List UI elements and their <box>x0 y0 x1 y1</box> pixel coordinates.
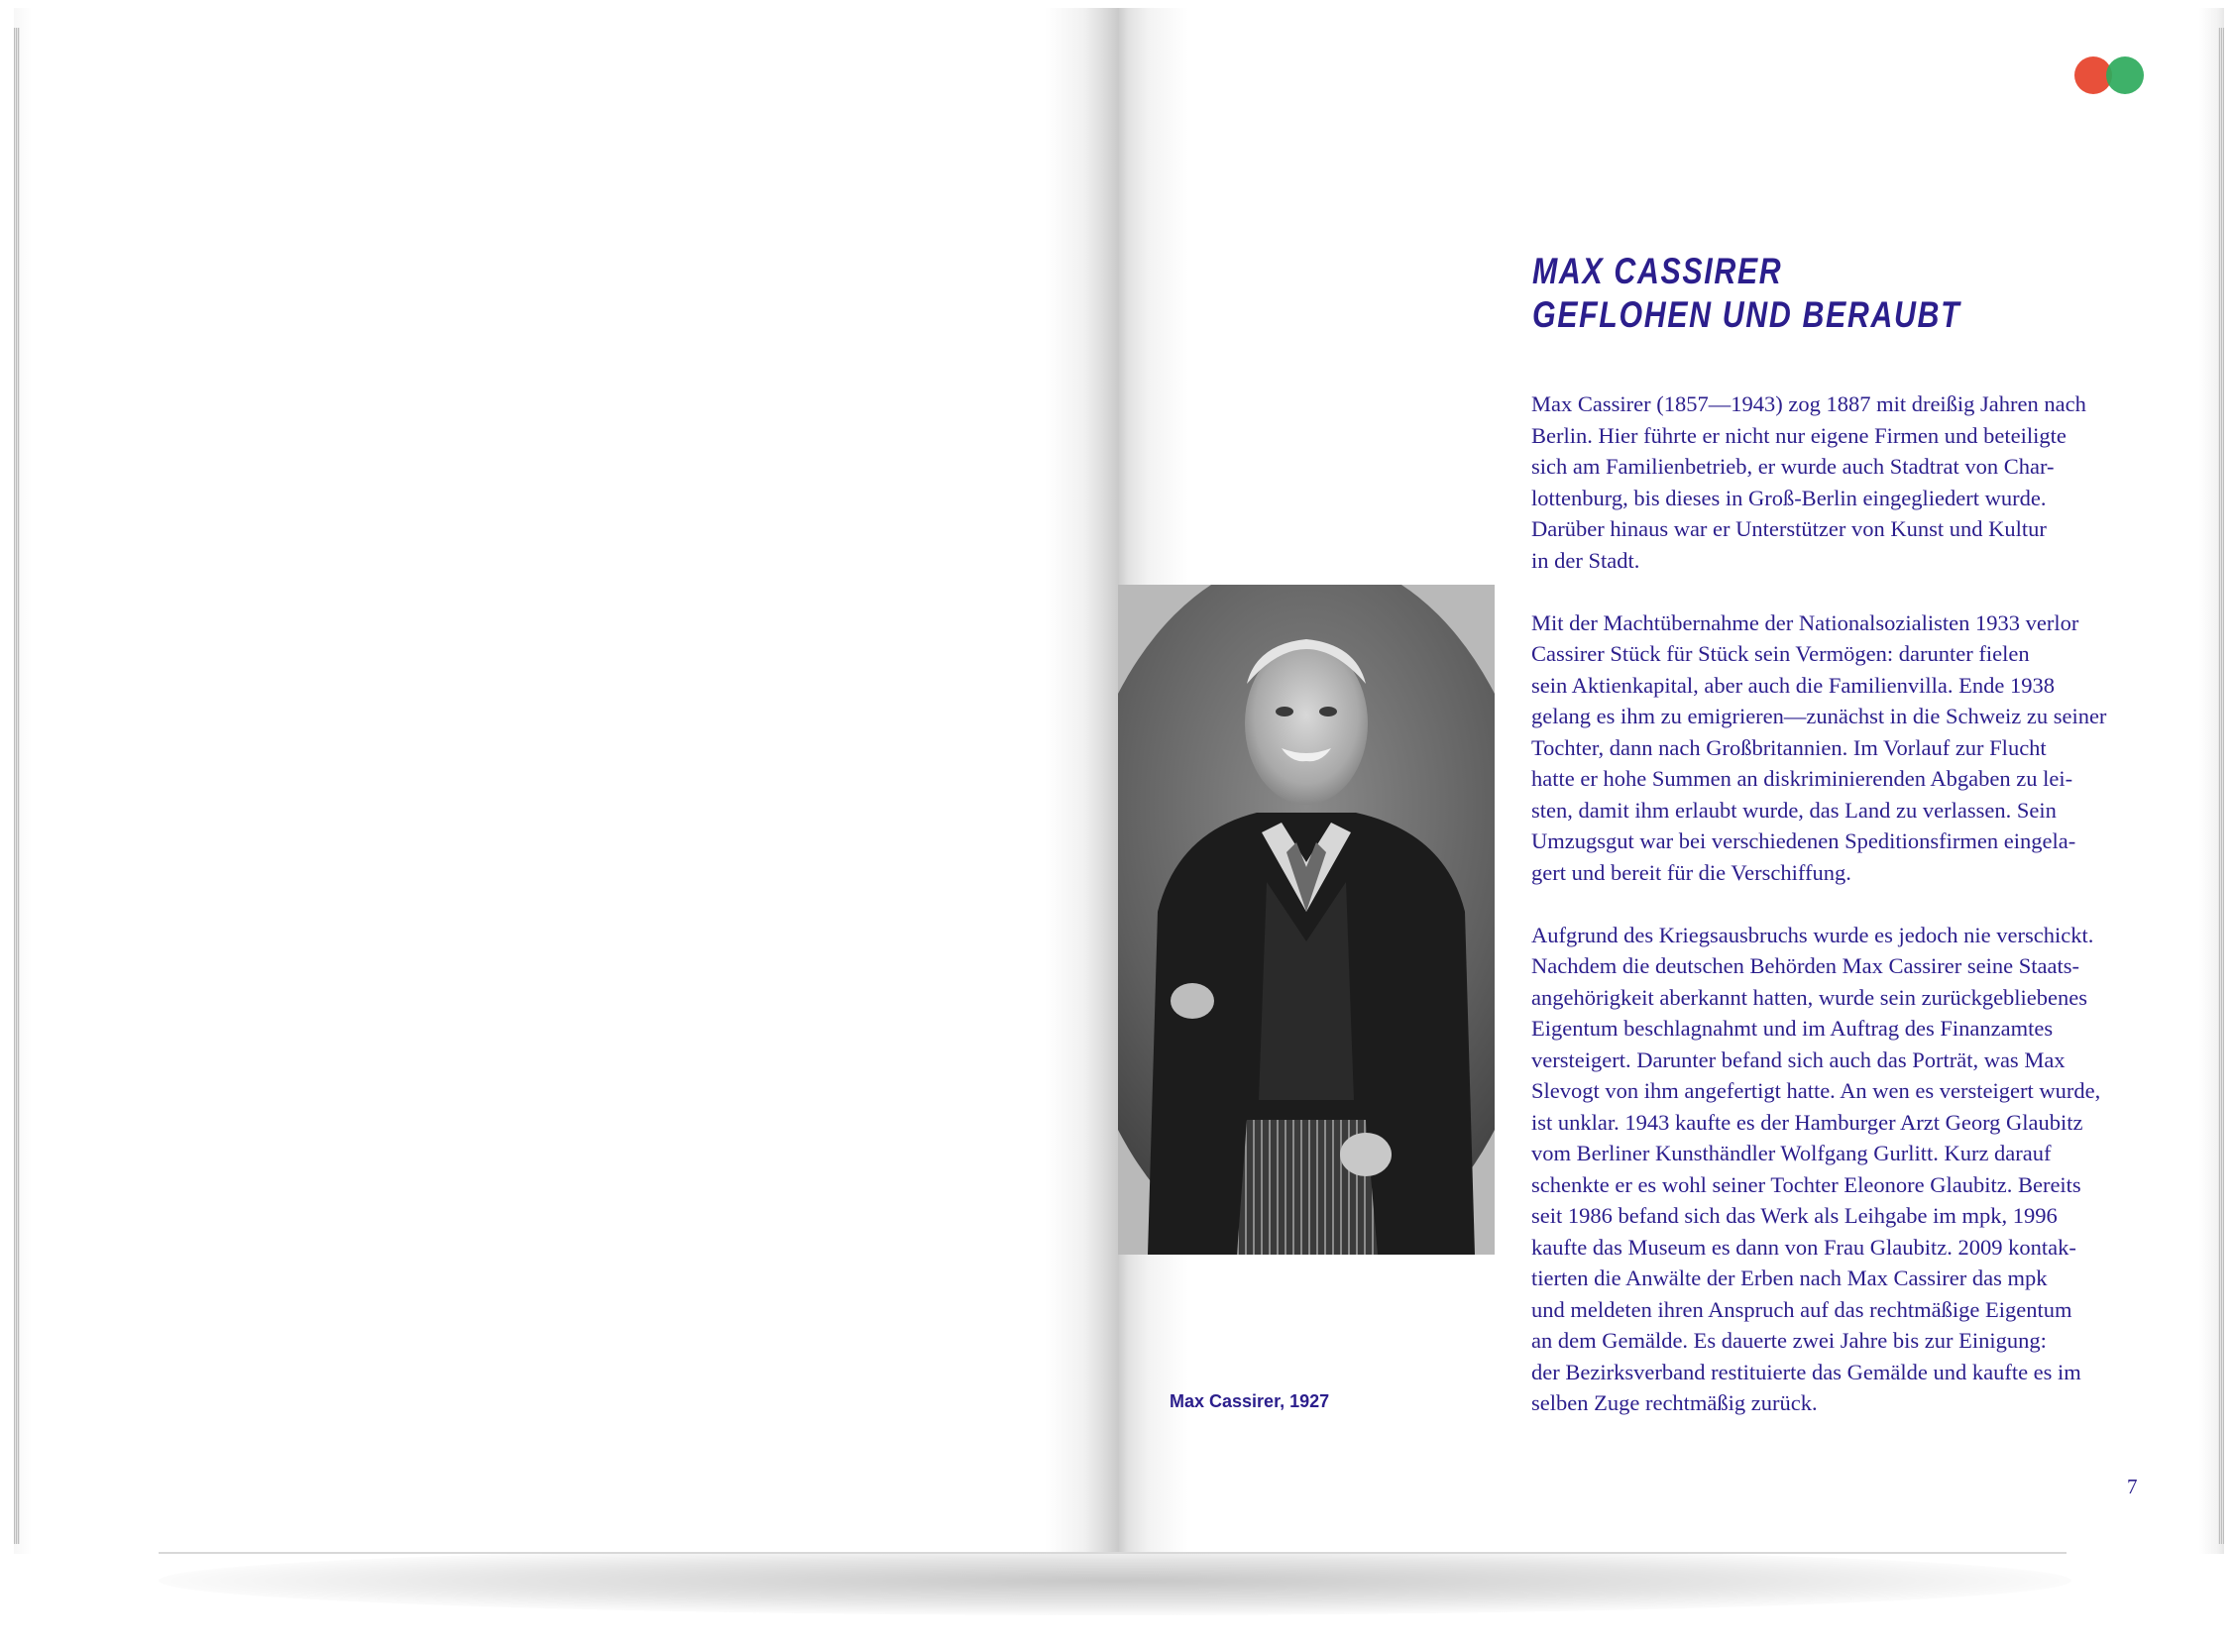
text-line: versteigert. Darunter befand sich auch das Porträt, was Max <box>1531 1046 2066 1072</box>
photo-caption: Max Cassirer, 1927 <box>1170 1391 1330 1411</box>
text-line: in der Stadt. <box>1531 547 1640 573</box>
book-shadow <box>159 1546 2071 1615</box>
text-line: kaufte das Museum es dann von Frau Glaubitz. 2009 kontak- <box>1531 1234 2076 1260</box>
text-line: sten, damit ihm erlaubt wurde, das Land zu verlassen. Sein <box>1531 797 2057 823</box>
text-line: vom Berliner Kunsthändler Wolfgang Gurlitt. Kurz darauf <box>1531 1141 2052 1165</box>
page-number: 7 <box>2127 1475 2138 1498</box>
right-page-edges <box>2218 28 2224 1544</box>
text-line: sein Aktienkapital, aber auch die Familienvilla. Ende 1938 <box>1531 672 2055 698</box>
title-line-2: GEFLOHEN UND BERAUBT <box>1532 294 1961 335</box>
text-line: hatte er hohe Summen an diskriminierenden Abgaben zu lei- <box>1531 766 2073 791</box>
text-line: ist unklar. 1943 kaufte es der Hamburger Arzt Georg Glaubitz <box>1531 1109 2083 1135</box>
book-bottom-edge <box>159 1552 2067 1554</box>
text-line: Cassirer Stück für Stück sein Vermögen: darunter fielen <box>1531 641 2030 666</box>
paragraph <box>1531 388 2166 576</box>
text-line: sich am Familienbetrieb, er wurde auch Stadtrat von Char- <box>1531 454 2055 479</box>
page-title <box>1532 250 1960 337</box>
text-line: Nachdem die deutschen Behörden Max Cassirer seine Staats- <box>1531 953 2079 978</box>
text-line: Darüber hinaus war er Unterstützer von Kunst und Kultur <box>1531 516 2047 541</box>
text-line: schenkte er es wohl seiner Tochter Eleonore Glaubitz. Bereits <box>1531 1171 2081 1197</box>
portrait-photo <box>1118 585 1495 1255</box>
text-line: Slevogt von ihm angefertigt hatte. An wen es versteigert wurde, <box>1531 1078 2101 1103</box>
text-line: Eigentum beschlagnahmt und im Auftrag des Finanzamtes <box>1531 1016 2054 1041</box>
green-dot-icon <box>2106 56 2144 94</box>
text-line: angehörigkeit aberkannt hatten, wurde sein zurückgebliebenes <box>1531 984 2088 1010</box>
two-overlapping-dots-logo <box>2074 56 2144 94</box>
text-line: gert und bereit für die Verschiffung. <box>1531 859 1851 885</box>
text-line: an dem Gemälde. Es dauerte zwei Jahre bis zur Einigung: <box>1531 1328 2047 1353</box>
text-line: tierten die Anwälte der Erben nach Max Cassirer das mpk <box>1531 1266 2048 1290</box>
text-line: gelang es ihm zu emigrieren—zunächst in die Schweiz zu seiner <box>1531 704 2107 728</box>
text-line: Max Cassirer (1857—1943) zog 1887 mit dreißig Jahren nach <box>1531 391 2086 416</box>
left-page <box>14 8 1119 1554</box>
title-line-1: MAX CASSIRER <box>1532 251 1783 291</box>
text-line: und meldeten ihren Anspruch auf das rechtmäßige Eigentum <box>1531 1296 2072 1322</box>
text-line: Aufgrund des Kriegsausbruchs wurde es jedoch nie verschickt. <box>1531 922 2094 947</box>
left-page-edges <box>14 28 20 1544</box>
text-line: Umzugsgut war bei verschiedenen Speditionsfirmen eingela- <box>1531 828 2076 853</box>
article-body <box>1531 388 2166 1450</box>
text-line: Tochter, dann nach Großbritannien. Im Vorlauf zur Flucht <box>1531 734 2047 760</box>
paragraph <box>1531 607 2166 889</box>
text-line: seit 1986 befand sich das Werk als Leihgabe im mpk, 1996 <box>1531 1203 2058 1228</box>
text-line: lottenburg, bis dieses in Groß-Berlin eingegliedert wurde. <box>1531 485 2047 510</box>
text-line: Berlin. Hier führte er nicht nur eigene Firmen und beteiligte <box>1531 422 2067 448</box>
text-line: der Bezirksverband restituierte das Gemälde und kaufte es im <box>1531 1359 2081 1384</box>
text-line: Mit der Machtübernahme der Nationalsozialisten 1933 verlor <box>1531 609 2079 635</box>
text-line: selben Zuge rechtmäßig zurück. <box>1531 1390 1818 1415</box>
paragraph <box>1531 920 2166 1419</box>
